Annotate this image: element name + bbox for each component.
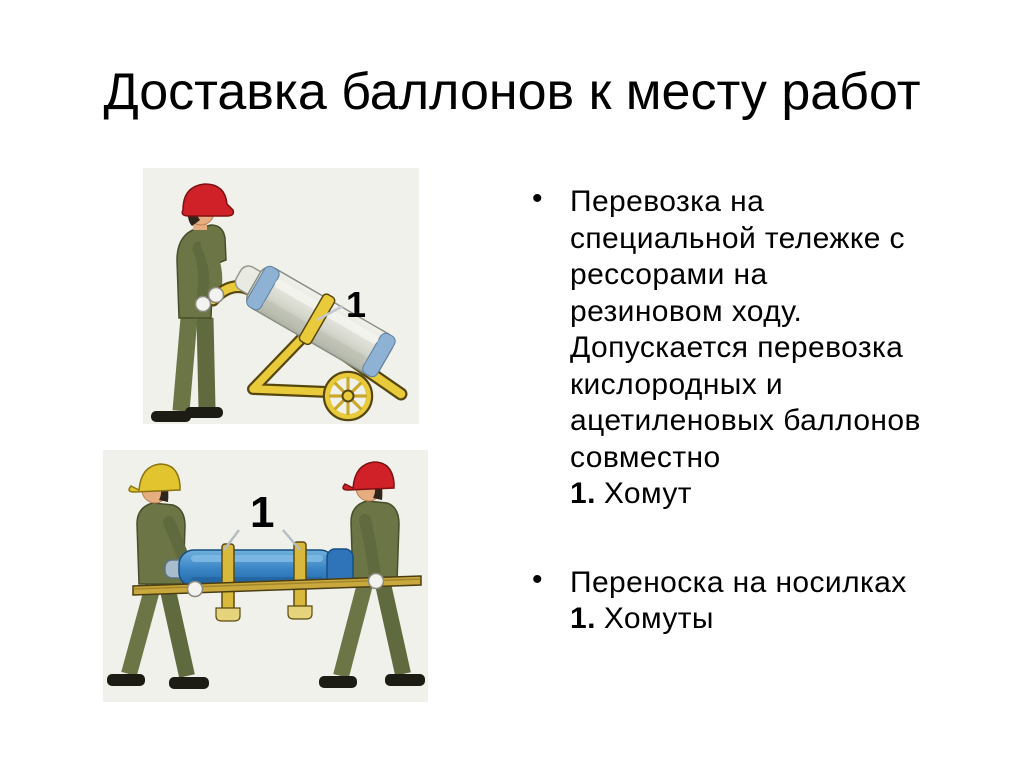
yellow-helmet-icon bbox=[129, 464, 180, 492]
stretcher-illustration bbox=[103, 450, 428, 702]
bullet-line: Допускается перевозка bbox=[570, 331, 904, 364]
figure-trolley-transport bbox=[143, 168, 419, 424]
bullet-line: рессорами на bbox=[570, 258, 768, 291]
figure-note bbox=[570, 476, 1004, 513]
slide-title: Доставка баллонов к месту работ bbox=[103, 63, 921, 121]
note-text: Хомуты bbox=[603, 602, 714, 635]
bullet-line: Перевозка на bbox=[570, 185, 765, 218]
worker-glove bbox=[196, 297, 211, 312]
worker-leg bbox=[167, 586, 187, 676]
callout-number: 1 bbox=[346, 284, 367, 325]
worker-shoe bbox=[169, 677, 209, 689]
worker-leg bbox=[383, 584, 403, 674]
worker-arm bbox=[199, 248, 205, 299]
worker-glove bbox=[188, 582, 203, 597]
bullet-line: ацетиленовых баллонов bbox=[570, 404, 921, 437]
bullet-marker: • bbox=[532, 562, 543, 596]
bullet-item-trolley bbox=[532, 184, 1004, 513]
worker-leg bbox=[205, 318, 207, 408]
worker-shoe bbox=[107, 674, 145, 686]
cylinder-clamp-right bbox=[294, 542, 306, 608]
trolley-illustration bbox=[143, 168, 419, 424]
wheel-hub bbox=[343, 391, 354, 402]
figure-note bbox=[570, 601, 1004, 638]
worker-shoe bbox=[385, 674, 425, 686]
note-number: 1. bbox=[570, 477, 596, 510]
gas-cylinder bbox=[225, 251, 399, 383]
stretcher-foot bbox=[216, 608, 240, 621]
worker-glove bbox=[369, 574, 384, 589]
trolley-wheel bbox=[324, 372, 372, 420]
callout-line bbox=[283, 530, 300, 550]
bullet-line: специальной тележке с bbox=[570, 221, 905, 255]
stretcher-foot bbox=[288, 606, 312, 619]
bullet-line: резиновом ходу. bbox=[570, 294, 803, 328]
callout-number: 1 bbox=[250, 488, 275, 537]
note-number: 1. bbox=[570, 602, 596, 635]
bullet-marker: • bbox=[532, 182, 543, 215]
worker-leg bbox=[129, 586, 153, 674]
worker-glove bbox=[209, 288, 224, 303]
worker-shoe bbox=[185, 407, 223, 418]
cylinder-clamp-left bbox=[222, 544, 234, 610]
note-text: Хомут bbox=[603, 477, 692, 510]
bullet-line: Переноска на носилках bbox=[570, 565, 907, 599]
worker-red-helmet bbox=[151, 184, 233, 422]
worker-leg bbox=[181, 318, 189, 411]
bullet-list bbox=[532, 184, 1004, 638]
bullet-item-stretcher bbox=[532, 562, 1004, 638]
bullet-line: совместно bbox=[570, 440, 721, 474]
bullet-line: кислородных и bbox=[570, 367, 784, 401]
worker-shoe bbox=[319, 676, 357, 688]
figure-stretcher-carry bbox=[103, 450, 428, 702]
red-helmet-icon bbox=[182, 184, 233, 216]
red-helmet-icon bbox=[343, 462, 394, 490]
worker-leg bbox=[341, 584, 365, 676]
